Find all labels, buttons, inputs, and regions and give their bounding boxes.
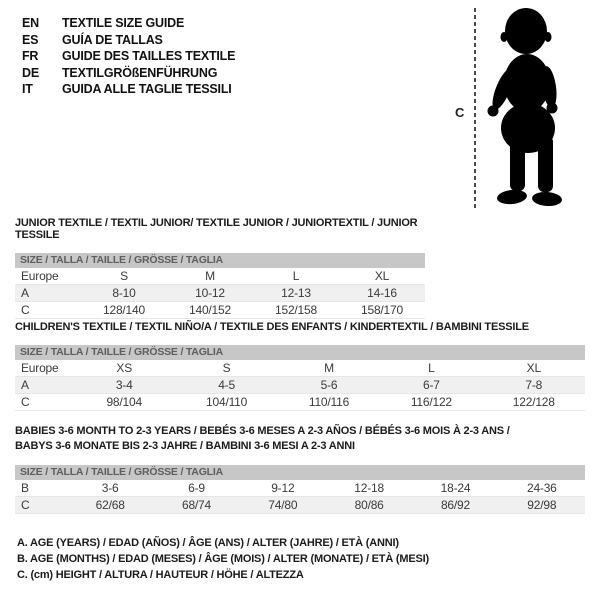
table-cell: 7-8: [525, 378, 543, 392]
title-line: BABYS 3-6 MONATE BIS 2-3 JAHRE / BAMBINI 3-6 MESI A 2-3 ANNI: [15, 440, 355, 452]
table-row: [15, 360, 585, 377]
title-line: CHILDREN'S TEXTILE / TEXTIL NIÑO/A / TEXTILE DES ENFANTS / KINDERTEXTIL / BAMBINI TESSILE: [15, 321, 529, 333]
table-cell: 122/128: [512, 395, 555, 409]
babies-table-title: [15, 424, 585, 454]
table-cell: 140/152: [189, 303, 231, 317]
table-row: [15, 302, 425, 319]
language-row: [22, 81, 235, 98]
table-cell: 152/158: [275, 303, 317, 317]
row-label: Europe: [21, 361, 59, 375]
toddler-silhouette-image: [480, 6, 576, 210]
language-label: TEXTILE SIZE GUIDE: [62, 16, 185, 30]
junior-textile-section: [15, 217, 425, 319]
height-measure-label: C: [455, 105, 465, 120]
table-cell: 12-13: [281, 286, 311, 300]
table-cell: 12-18: [354, 481, 384, 495]
table-row: [15, 268, 425, 285]
language-label: GUIDE DES TAILLES TEXTILE: [62, 49, 236, 63]
table-cell: S: [222, 361, 231, 375]
table-cell: 116/122: [410, 395, 452, 409]
language-label: GUIDA ALLE TAGLIE TESSILI: [62, 82, 232, 96]
table-cell: 74/80: [268, 498, 298, 512]
table-cell: 5-6: [320, 378, 338, 392]
table-cell: S: [120, 269, 128, 283]
language-code: FR: [22, 49, 39, 63]
size-header-bar: SIZE / TALLA / TAILLE / GRÖSSE / TAGLIA: [15, 345, 585, 360]
table-row: [15, 285, 425, 302]
table-cell: L: [292, 269, 300, 283]
note-age-years: A. AGE (YEARS) / EDAD (AÑOS) / ÂGE (ANS) / ALTER (JAHRE) / ETÀ (ANNI): [17, 537, 399, 549]
table-cell: XL: [526, 361, 541, 375]
children-table-title: [15, 321, 585, 333]
junior-size-table: [15, 268, 425, 319]
table-cell: 6-9: [188, 481, 205, 495]
table-cell: 80/86: [354, 498, 384, 512]
table-cell: 6-7: [422, 378, 440, 392]
junior-table-title: [15, 217, 425, 241]
table-cell: M: [205, 269, 215, 283]
row-label: A: [21, 286, 29, 300]
size-header-bar: SIZE / TALLA / TAILLE / GRÖSSE / TAGLIA: [15, 253, 425, 268]
table-cell: 98/104: [106, 395, 142, 409]
table-cell: 3-4: [115, 378, 133, 392]
table-cell: 158/170: [361, 303, 403, 317]
language-label: TEXTILGRÖßENFÜHRUNG: [62, 65, 218, 80]
table-cell: 3-6: [101, 481, 119, 495]
table-cell: M: [324, 361, 334, 375]
babies-textile-section: [15, 424, 585, 514]
table-cell: 18-24: [440, 481, 471, 495]
language-code: DE: [22, 65, 39, 80]
table-cell: 9-12: [271, 481, 295, 495]
children-size-table: [15, 360, 585, 411]
language-code: IT: [22, 82, 33, 96]
table-cell: 14-16: [367, 286, 397, 300]
size-header-bar: SIZE / TALLA / TAILLE / GRÖSSE / TAGLIA: [15, 465, 585, 480]
row-label: B: [21, 481, 29, 495]
table-cell: 86/92: [440, 498, 470, 512]
row-label: C: [21, 498, 30, 512]
note-age-months: B. AGE (MONTHS) / EDAD (MESES) / ÂGE (MOIS) / ALTER (MONATE) / ETÀ (MESI): [17, 553, 429, 565]
table-row: [15, 377, 585, 394]
table-row: [15, 497, 585, 514]
legend-notes: [17, 535, 429, 583]
language-row: [22, 32, 235, 49]
note-height-cm: C. (cm) HEIGHT / ALTURA / HAUTEUR / HÖHE / ALTEZZA: [17, 569, 304, 581]
table-cell: 10-12: [195, 286, 225, 300]
table-cell: 68/74: [181, 498, 211, 512]
children-textile-section: [15, 321, 585, 411]
height-dashed-line: [474, 8, 476, 208]
language-row: [22, 15, 235, 32]
table-cell: XS: [116, 361, 132, 375]
table-cell: 110/116: [308, 395, 350, 409]
language-label: GUÍA DE TALLAS: [62, 32, 163, 47]
row-label: C: [21, 395, 30, 409]
table-cell: L: [428, 361, 435, 375]
row-label: C: [21, 303, 30, 317]
table-cell: 62/68: [95, 498, 125, 512]
table-cell: 92/98: [527, 498, 557, 512]
table-row: [15, 394, 585, 411]
language-row: [22, 48, 235, 65]
row-label: Europe: [21, 269, 59, 283]
language-code: ES: [22, 32, 39, 47]
table-cell: XL: [374, 269, 390, 283]
table-cell: 128/140: [103, 303, 145, 317]
language-row: [22, 65, 235, 82]
language-header: [22, 15, 235, 98]
title-line: JUNIOR TEXTILE / TEXTIL JUNIOR/ TEXTILE JUNIOR / JUNIORTEXTIL / JUNIOR TESSILE: [15, 217, 418, 241]
table-cell: 104/110: [206, 395, 248, 409]
babies-size-table: [15, 480, 585, 514]
language-code: EN: [22, 16, 39, 30]
table-cell: 8-10: [112, 286, 136, 300]
title-line: BABIES 3-6 MONTH TO 2-3 YEARS / BEBÉS 3-6 MESES A 2-3 AÑOS / BÉBÉS 3-6 MOIS À 2-3 ANS /: [15, 425, 510, 437]
table-row: [15, 480, 585, 497]
table-cell: 4-5: [218, 378, 235, 392]
row-label: A: [21, 378, 29, 392]
table-cell: 24-36: [526, 481, 557, 495]
